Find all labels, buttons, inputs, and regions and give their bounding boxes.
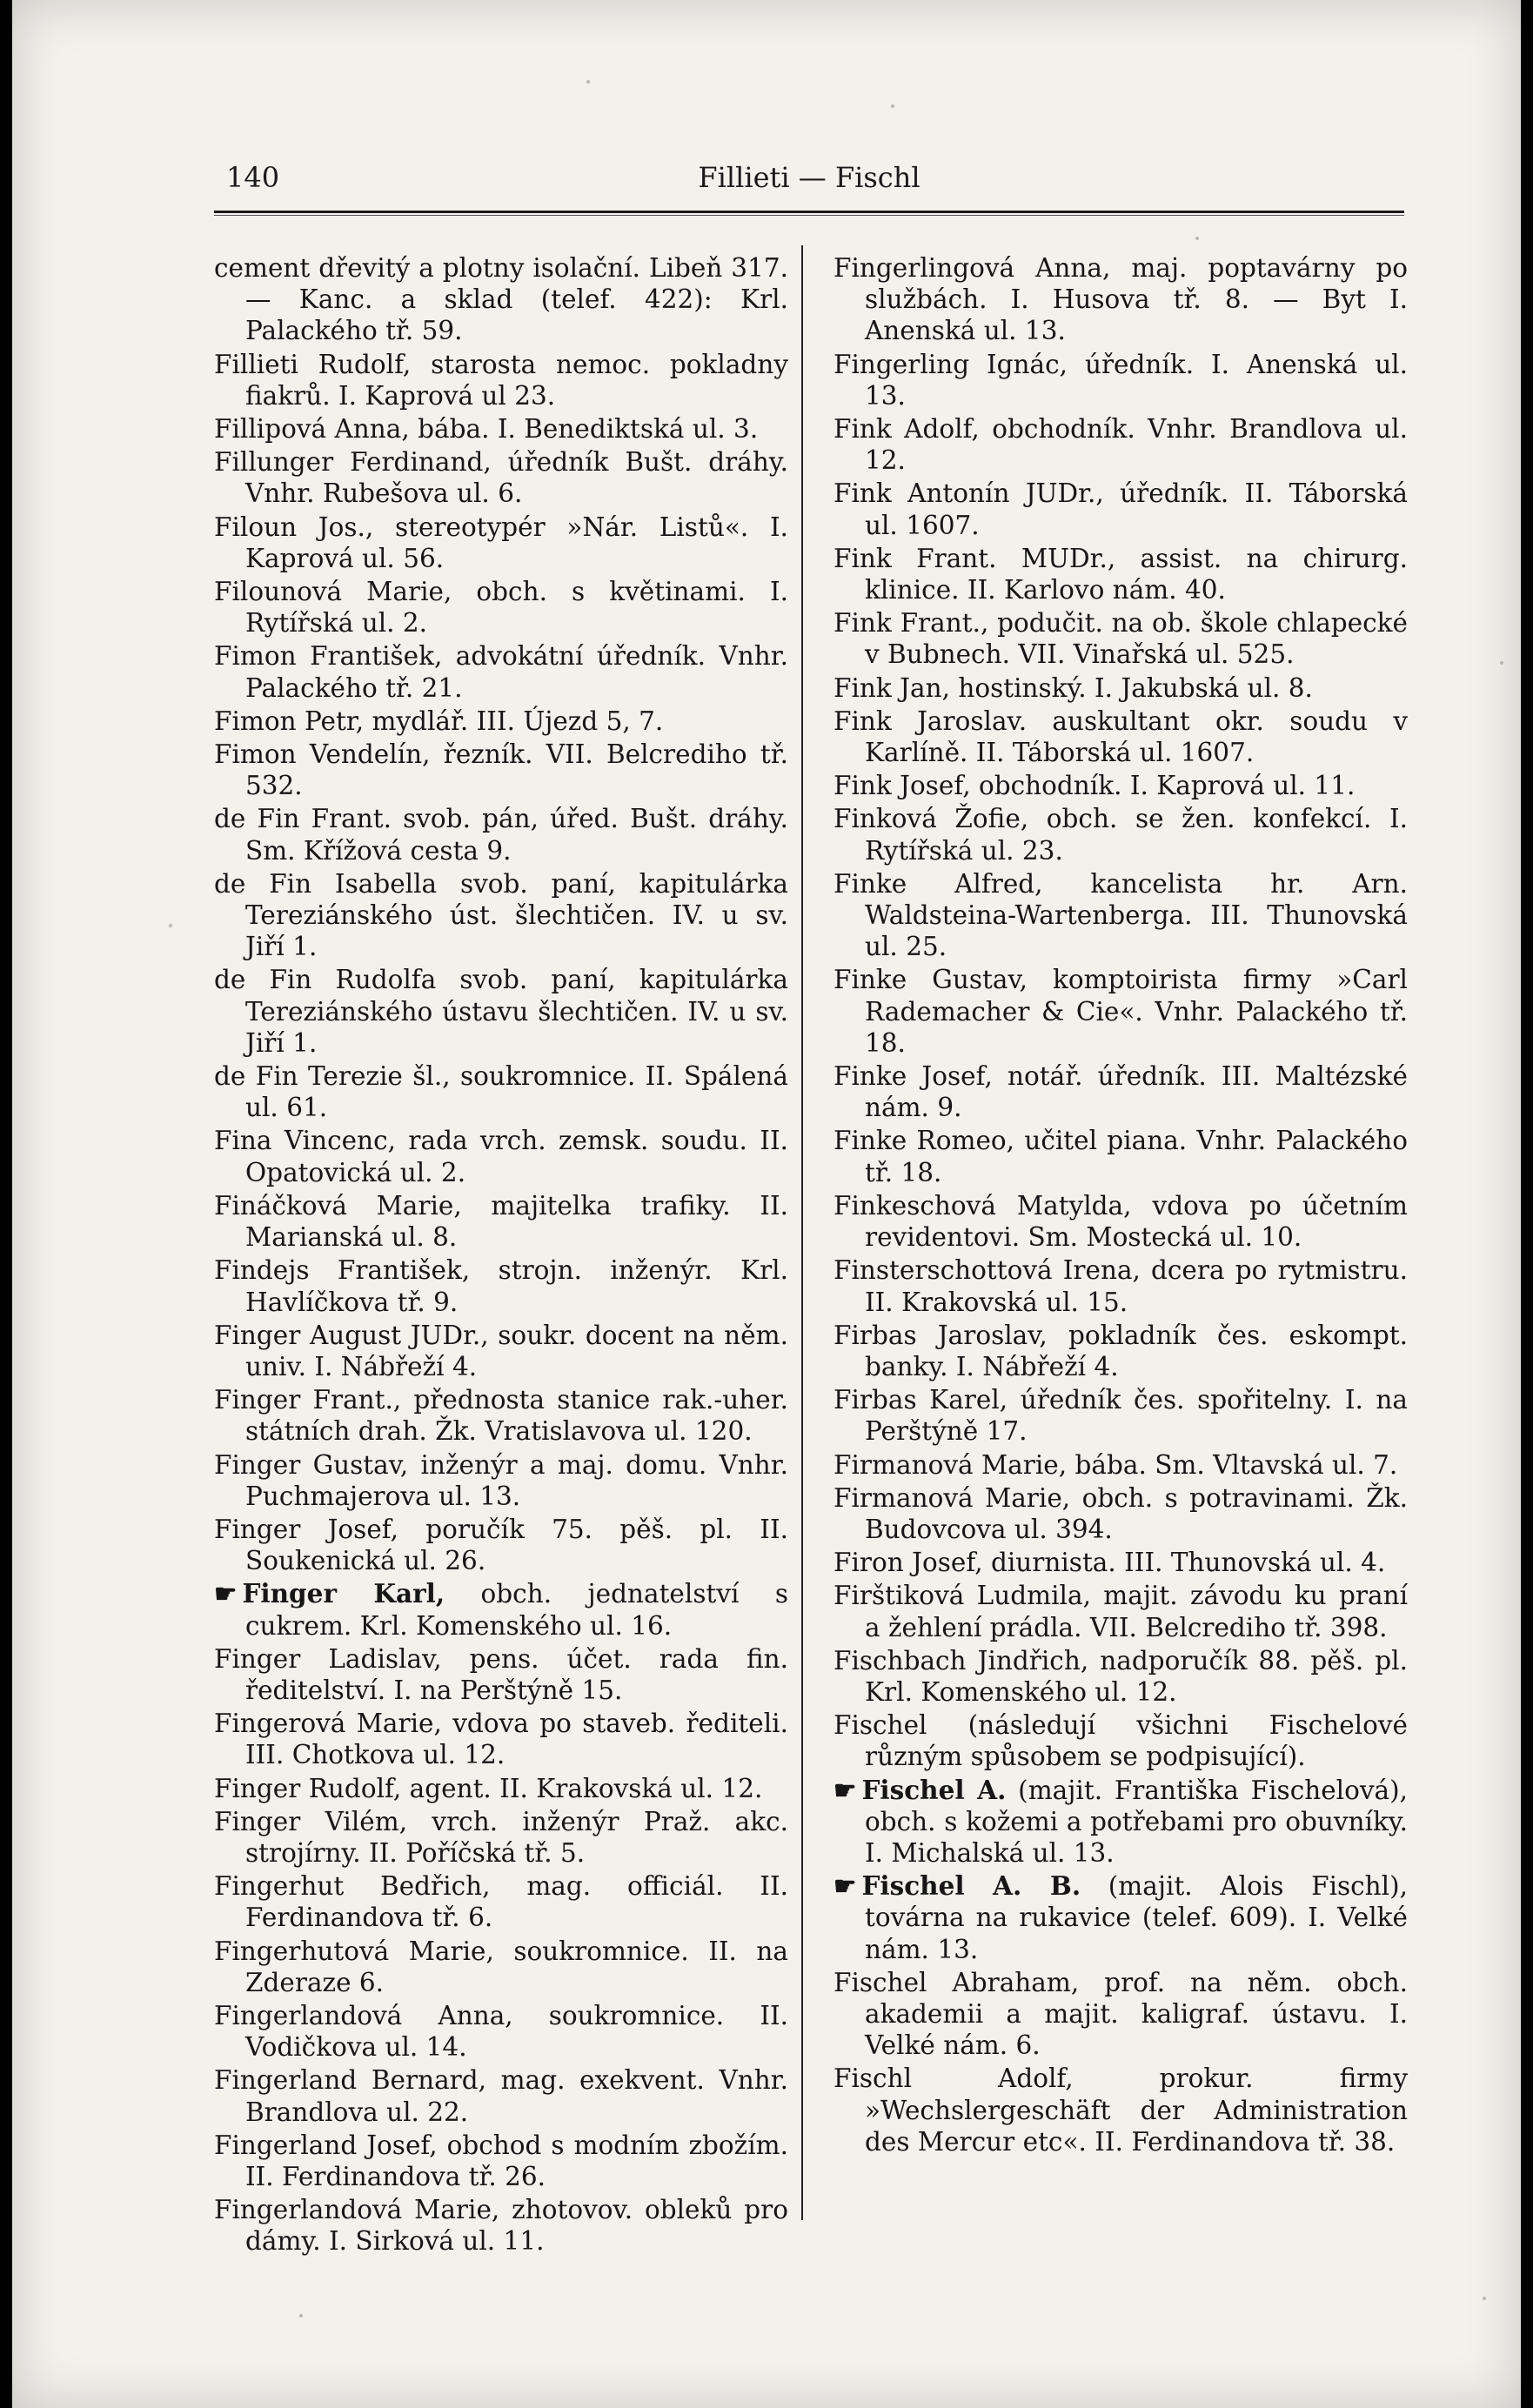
entry-text: Fischl Adolf, prokur. firmy »Wechslergeschäft der Administration des Mercur etc«. II. Ferdinandova tř. 38. — [833, 2064, 1408, 2157]
directory-entry — [833, 1967, 1408, 2062]
left-column — [214, 252, 788, 2259]
entry-text: Filounová Marie, obch. s květinami. I. Rytířská ul. 2. — [214, 577, 788, 639]
page — [12, 0, 1521, 2408]
directory-entry — [214, 640, 788, 703]
entry-text: Fillunger Ferdinand, úředník Bušt. dráhy. Vnhr. Rubešova ul. 6. — [214, 447, 788, 509]
entry-text: Finková Žofie, obch. se žen. konfekcí. I. Rytířská ul. 23. — [833, 804, 1408, 866]
directory-entry — [214, 1806, 788, 1869]
entry-text: Fischel Abraham, prof. na něm. obch. akademii a majit. kaligraf. ústavu. I. Velké nám. 6. — [833, 1967, 1408, 2061]
entry-text: Fingerová Marie, vdova po staveb. řediteli. III. Chotkova ul. 12. — [214, 1709, 788, 1770]
directory-entry — [214, 803, 788, 866]
directory-entry — [214, 1514, 788, 1576]
directory-entry — [214, 868, 788, 963]
entry-text: Fingerhutová Marie, soukromnice. II. na Zderaze 6. — [214, 1936, 788, 1997]
directory-entry — [833, 607, 1408, 670]
directory-entry — [833, 1320, 1408, 1382]
entry-text: Fina Vincenc, rada vrch. zemsk. soudu. II. Opatovická ul. 2. — [214, 1126, 788, 1187]
entry-text: Fingerhut Bedřich, mag. officiál. II. Ferdinandova tř. 6. — [214, 1871, 788, 1933]
pointing-hand-icon: ☛ — [833, 1774, 857, 1805]
directory-entry — [833, 543, 1408, 605]
page-header — [214, 161, 1404, 203]
directory-entry — [214, 252, 788, 347]
entry-text: Findejs František, strojn. inženýr. Krl. Havlíčkova tř. 9. — [214, 1255, 788, 1317]
entry-text: Firmanová Marie, obch. s potravinami. Žk. Budovcova ul. 394. — [833, 1482, 1408, 1544]
entry-text: Firmanová Marie, bába. Sm. Vltavská ul. 7. — [833, 1449, 1398, 1480]
entry-text: de Fin Frant. svob. pán, úřed. Bušt. dráhy. Sm. Křížová cesta 9. — [214, 804, 788, 866]
directory-entry — [214, 1643, 788, 1706]
entry-text: Fink Antonín JUDr., úředník. II. Táborská ul. 1607. — [833, 478, 1408, 540]
directory-entry — [833, 672, 1408, 704]
entry-text: Finger Rudolf, agent. II. Krakovská ul. 12. — [214, 1773, 763, 1803]
directory-entry — [214, 2064, 788, 2127]
header-rule-thin — [214, 215, 1404, 216]
entry-text: Fink Frant., podučit. na ob. škole chlapecké v Bubnech. VII. Vinařská ul. 525. — [833, 608, 1408, 670]
entry-text: Fink Frant. MUDr., assist. na chirurg. klinice. II. Karlovo nám. 40. — [833, 543, 1408, 605]
entry-name: Fischel A. — [861, 1774, 1007, 1805]
directory-entry — [214, 1578, 788, 1641]
directory-entry — [214, 446, 788, 509]
entry-text: Fingerlingová Anna, maj. poptavárny po službách. I. Husova tř. 8. — Byt I. Anenská ul. 13. — [833, 253, 1408, 346]
directory-entry — [833, 1645, 1408, 1708]
directory-entry — [214, 964, 788, 1059]
entry-text: cement dřevitý a plotny isolační. Libeň 317. — Kanc. a sklad (telef. 422): Krl. Palackého tř. 59. — [214, 253, 788, 346]
entry-text: Fischel (následují všichni Fischelové různým spůsobem se podpisující). — [833, 1710, 1408, 1772]
entry-text: de Fin Isabella svob. paní, kapitulárka Tereziánského úst. šlechtičen. IV. u sv. Jiří 1. — [214, 868, 788, 962]
entry-text: Fischel A. B. (majit. Alois Fischl), továrna na rukavice (telef. 609). I. Velké nám. 13. — [861, 1870, 1408, 1964]
entry-text: Fink Adolf, obchodník. Vnhr. Brandlova ul. 12. — [833, 414, 1408, 476]
entry-text: Firbas Jaroslav, pokladník čes. eskompt. banky. I. Nábřeží 4. — [833, 1320, 1408, 1381]
header-rule — [214, 211, 1404, 213]
pointing-hand-icon: ☛ — [833, 1870, 857, 1902]
directory-entry — [833, 706, 1408, 768]
entry-text: Firbas Karel, úředník čes. spořitelny. I. na Perštýně 17. — [833, 1385, 1408, 1447]
directory-entry — [214, 1870, 788, 1933]
directory-entry — [833, 868, 1408, 963]
entry-text: Fischel A. (majit. Františka Fischelová), obch. s kožemi a potřebami pro obuvníky. I. Michalská ul. 13. — [861, 1774, 1409, 1868]
directory-entry — [833, 413, 1408, 476]
directory-entry — [833, 2063, 1408, 2157]
entry-name: Fischel A. B. — [861, 1870, 1081, 1902]
directory-entry — [214, 1254, 788, 1317]
entry-text: Fink Jan, hostinský. I. Jakubská ul. 8. — [833, 672, 1313, 703]
entry-text: Fingerlandová Marie, zhotovov. obleků pro dámy. I. Sirková ul. 11. — [214, 2195, 788, 2257]
entry-text: Finger Gustav, inženýr a maj. domu. Vnhr. Puchmajerova ul. 13. — [214, 1449, 788, 1511]
entry-text: Finger Frant., přednosta stanice rak.-uher. státních drah. Žk. Vratislavova ul. 120. — [214, 1385, 788, 1447]
entry-text: Filoun Jos., stereotypér »Nár. Listů«. I. Kaprová ul. 56. — [214, 512, 788, 573]
directory-entry — [214, 413, 788, 445]
directory-entry — [833, 1870, 1408, 1965]
entry-text: Fink Jaroslav. auskultant okr. soudu v Karlíně. II. Táborská ul. 1607. — [833, 706, 1408, 768]
entry-text: Fimon František, advokátní úředník. Vnhr. Palackého tř. 21. — [214, 641, 788, 703]
directory-entry — [214, 1708, 788, 1770]
directory-entry — [833, 478, 1408, 540]
entry-text: Fimon Vendelín, řezník. VII. Belcrediho tř. 532. — [214, 739, 788, 801]
directory-entry — [833, 1709, 1408, 1772]
entry-text: Fimon Petr, mydlář. III. Újezd 5, 7. — [214, 706, 664, 736]
entry-text: Fingerling Ignác, úředník. I. Anenská ul. 13. — [833, 349, 1408, 411]
entry-text: Finke Josef, notář. úředník. III. Maltézské nám. 9. — [833, 1061, 1408, 1123]
directory-entry — [214, 1190, 788, 1253]
directory-entry — [214, 1125, 788, 1187]
directory-entry — [214, 2130, 788, 2192]
directory-entry — [833, 1384, 1408, 1447]
entry-text: Finger Karl, obch. jednatelství s cukrem. Krl. Komenského ul. 16. — [242, 1578, 788, 1641]
entry-text: Fillipová Anna, bába. I. Benediktská ul. 3. — [214, 414, 759, 445]
entry-text: Finke Gustav, komptoirista firmy »Carl Rademacher & Cie«. Vnhr. Palackého tř. 18. — [833, 965, 1408, 1058]
directory-entry — [214, 1449, 788, 1512]
directory-entry — [833, 1547, 1408, 1578]
directory-entry — [833, 803, 1408, 866]
entry-text: Firon Josef, diurnista. III. Thunovská ul. 4. — [833, 1548, 1386, 1578]
entry-text: de Fin Terezie šl., soukromnice. II. Spálená ul. 61. — [214, 1061, 788, 1123]
entry-text: Finger Vilém, vrch. inženýr Praž. akc. strojírny. II. Poříčská tř. 5. — [214, 1806, 788, 1868]
directory-entry — [214, 512, 788, 574]
directory-entry — [214, 576, 788, 639]
directory-entry — [833, 1580, 1408, 1642]
directory-entry — [214, 706, 788, 737]
directory-entry — [833, 1060, 1408, 1123]
right-column — [833, 252, 1408, 2159]
page-number: 140 — [226, 161, 280, 194]
directory-entry — [833, 964, 1408, 1059]
entry-text: Firštiková Ludmila, majit. závodu ku praní a žehlení prádla. VII. Belcrediho tř. 398. — [833, 1581, 1408, 1642]
directory-entry — [214, 349, 788, 411]
directory-entry — [214, 1320, 788, 1382]
directory-entry — [833, 349, 1408, 411]
entry-text: Finsterschottová Irena, dcera po rytmistru. II. Krakovská ul. 15. — [833, 1255, 1408, 1317]
entry-text: Fingerland Bernard, mag. exekvent. Vnhr. Brandlova ul. 22. — [214, 2065, 788, 2127]
directory-entry — [833, 1775, 1408, 1870]
entry-text: Fischbach Jindřich, nadporučík 88. pěš. pl. Krl. Komenského ul. 12. — [833, 1645, 1408, 1707]
entry-text: Finke Alfred, kancelista hr. Arn. Waldsteina-Wartenberga. III. Thunovská ul. 25. — [833, 868, 1408, 962]
entry-text: Fináčková Marie, majitelka trafiky. II. Marianská ul. 8. — [214, 1190, 788, 1253]
entry-text: Fingerland Josef, obchod s modním zbožím. II. Ferdinandova tř. 26. — [214, 2130, 788, 2191]
directory-entry — [214, 1773, 788, 1804]
entry-text: Finger Josef, poručík 75. pěš. pl. II. Soukenická ul. 26. — [214, 1514, 788, 1576]
entry-text: Fink Josef, obchodník. I. Kaprová ul. 11. — [833, 771, 1356, 801]
entry-text: Finke Romeo, učitel piana. Vnhr. Palackého tř. 18. — [833, 1126, 1408, 1187]
pointing-hand-icon: ☛ — [214, 1578, 238, 1609]
entry-text: Finkeschová Matylda, vdova po účetním revidentovi. Sm. Mostecká ul. 10. — [833, 1190, 1408, 1253]
entry-text: Finger August JUDr., soukr. docent na něm. univ. I. Nábřeží 4. — [214, 1320, 788, 1381]
directory-entry — [833, 1449, 1408, 1481]
entry-text: de Fin Rudolfa svob. paní, kapitulárka Tereziánského ústavu šlechtičen. IV. u sv. Jiří 1. — [214, 965, 788, 1058]
directory-entry — [833, 1254, 1408, 1317]
directory-entry — [214, 1936, 788, 1998]
directory-entry — [833, 1190, 1408, 1253]
directory-entry — [214, 2194, 788, 2257]
directory-entry — [214, 739, 788, 801]
entry-text: Fingerlandová Anna, soukromnice. II. Vodičkova ul. 14. — [214, 2000, 788, 2063]
directory-entry — [833, 770, 1408, 801]
directory-entry — [833, 1482, 1408, 1545]
directory-entry — [833, 1125, 1408, 1187]
directory-entry — [833, 252, 1408, 347]
column-divider — [801, 245, 803, 2220]
entry-text: Finger Ladislav, pens. účet. rada fin. ředitelství. I. na Perštýně 15. — [214, 1643, 788, 1705]
running-title: Fillieti — Fischl — [698, 161, 920, 194]
directory-entry — [214, 1060, 788, 1123]
directory-entry — [214, 1384, 788, 1447]
entry-name: Finger Karl, — [242, 1578, 445, 1609]
directory-entry — [214, 2000, 788, 2063]
entry-text: Fillieti Rudolf, starosta nemoc. pokladny fiakrů. I. Kaprová ul 23. — [214, 349, 788, 411]
